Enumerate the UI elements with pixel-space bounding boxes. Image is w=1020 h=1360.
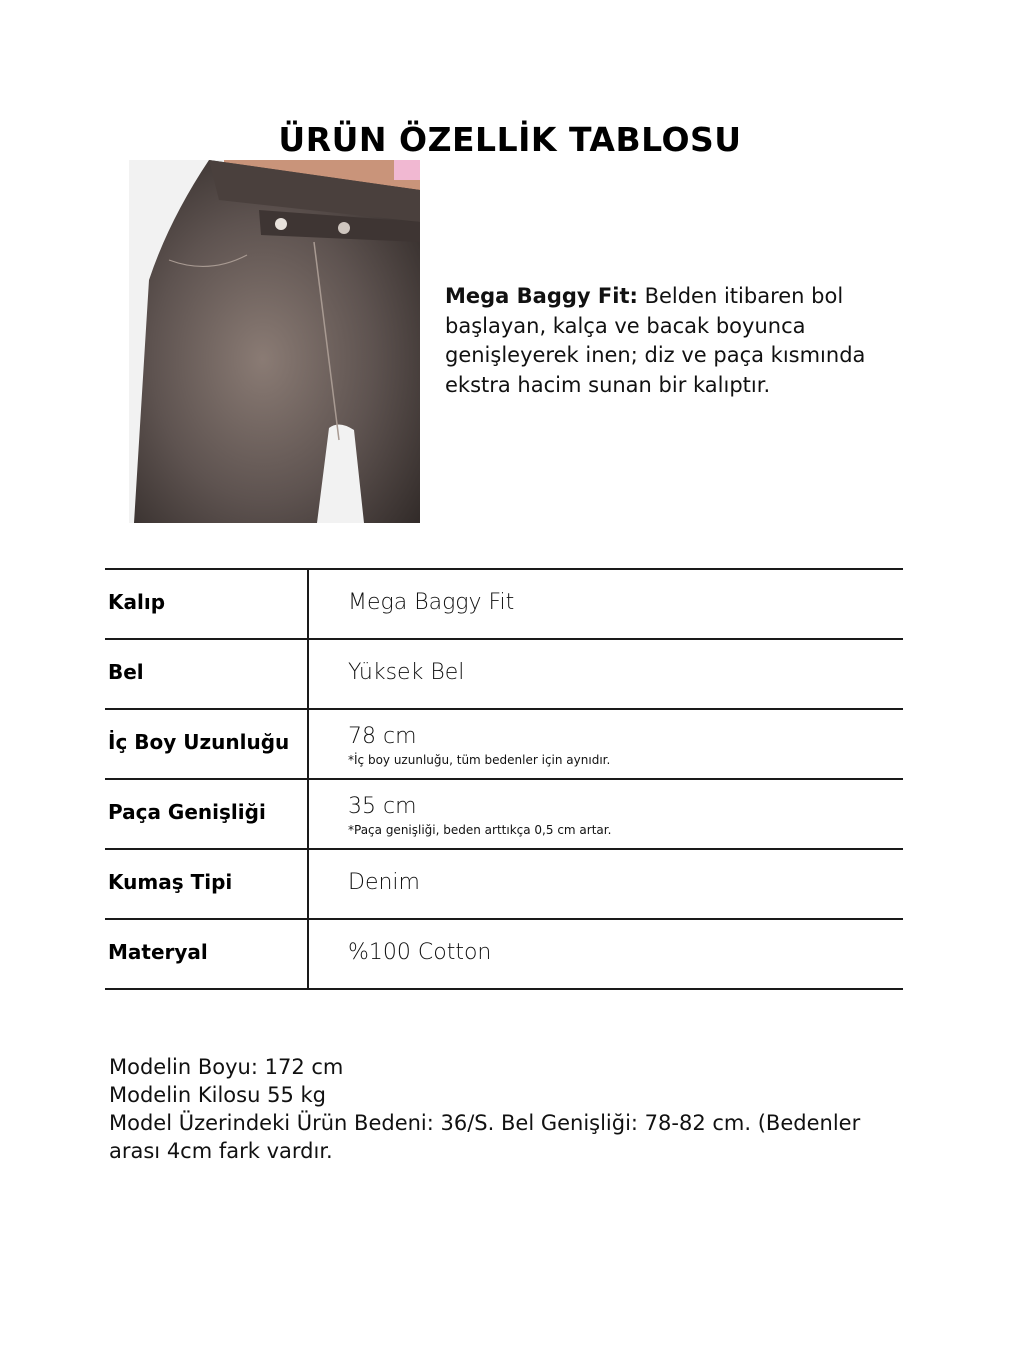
model-weight: Modelin Kilosu 55 kg: [109, 1083, 326, 1107]
row-value: Mega Baggy Fit: [348, 590, 515, 615]
model-info: [109, 1053, 909, 1165]
row-value: Yüksek Bel: [348, 660, 465, 685]
column-divider: [307, 780, 309, 850]
row-label: Materyal: [108, 940, 208, 964]
row-value: 35 cm: [348, 794, 417, 819]
row-label: Kalıp: [108, 590, 166, 614]
table-row: [105, 638, 903, 708]
product-image: [129, 160, 420, 523]
fit-description-heading: Mega Baggy Fit:: [445, 284, 638, 308]
product-spec-table: [105, 568, 903, 990]
model-height: Modelin Boyu: 172 cm: [109, 1055, 344, 1079]
row-value: Denim: [348, 870, 420, 895]
column-divider: [307, 570, 309, 640]
table-row: [105, 568, 903, 638]
jeans-photo-icon: [129, 160, 420, 523]
row-note: *Paça genişliği, beden arttıkça 0,5 cm artar.: [348, 823, 612, 837]
table-row: [105, 918, 903, 990]
column-divider: [307, 640, 309, 710]
fit-description: [445, 282, 925, 400]
fit-description-text: Belden itibaren bol başlayan, kalça ve bacak boyunca genişleyerek inen; diz ve paça kısmında ekstra hacim sunan bir kalıptır.: [445, 284, 866, 397]
row-label: Kumaş Tipi: [108, 870, 233, 894]
row-value: %100 Cotton: [348, 940, 492, 965]
row-label: Bel: [108, 660, 144, 684]
column-divider: [307, 710, 309, 780]
page-title: ÜRÜN ÖZELLİK TABLOSU: [278, 120, 742, 160]
row-label: Paça Genişliği: [108, 800, 266, 824]
row-value: 78 cm: [348, 724, 417, 749]
row-label: İç Boy Uzunluğu: [108, 730, 290, 754]
table-row: [105, 848, 903, 918]
table-row: [105, 708, 903, 778]
model-size: Model Üzerindeki Ürün Bedeni: 36/S. Bel Genişliği: 78-82 cm. (Bedenler arası 4cm fark vardır.: [109, 1111, 861, 1163]
column-divider: [307, 920, 309, 990]
table-row: [105, 778, 903, 848]
row-note: *İç boy uzunluğu, tüm bedenler için aynıdır.: [348, 753, 611, 767]
column-divider: [307, 850, 309, 920]
